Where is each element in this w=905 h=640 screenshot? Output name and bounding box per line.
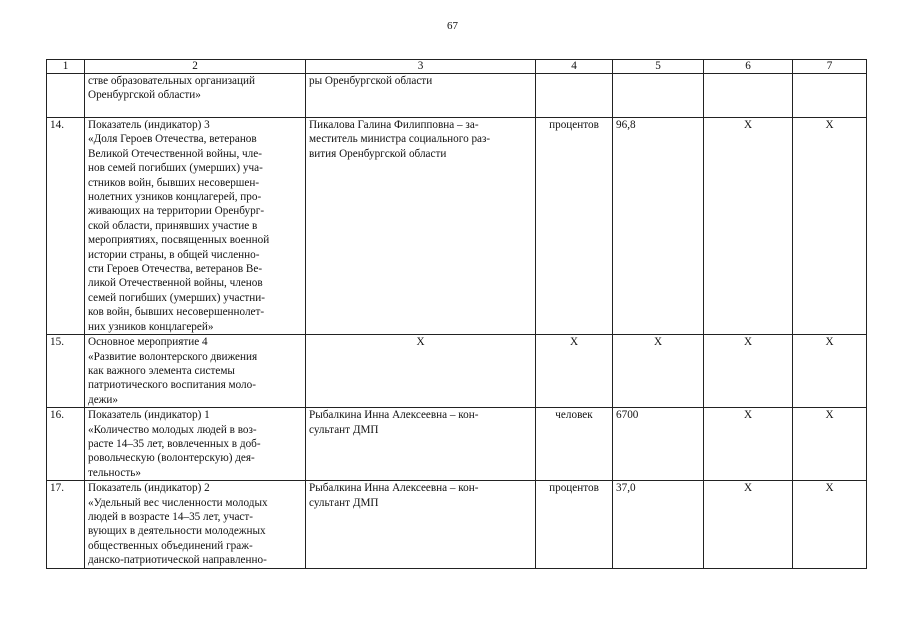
row-number: 16. <box>47 408 85 481</box>
header-col-6: 6 <box>704 60 793 74</box>
indicator-name <box>85 481 306 568</box>
indicator-name-line: ликой Отечественной войны, членов <box>88 277 263 290</box>
unit-cell: X <box>536 335 613 408</box>
responsible-line: Рыбалкина Инна Алексеевна – кон- <box>309 409 479 422</box>
indicator-name-line: патриотического воспитания моло- <box>88 379 256 392</box>
table-row <box>47 118 867 335</box>
table-row <box>47 481 867 568</box>
indicator-name <box>85 408 306 481</box>
indicator-name <box>85 74 306 118</box>
indicator-name-line: Основное мероприятие 4 <box>88 336 208 349</box>
indicator-name-line: вующих в деятельности молодежных <box>88 525 266 538</box>
indicator-name-line: Показатель (индикатор) 3 <box>88 119 210 131</box>
table-row <box>47 74 867 118</box>
indicator-name-line: «Доля Героев Отечества, ветеранов <box>88 133 257 146</box>
responsible-person <box>306 481 536 568</box>
responsible-person <box>306 408 536 481</box>
indicator-name-line: как важного элемента системы <box>88 364 235 377</box>
header-col-2: 2 <box>85 60 306 74</box>
col6-cell: X <box>704 408 793 481</box>
indicator-name-line: Оренбургской области» <box>88 89 201 102</box>
indicator-name-line: истории страны, в общей численно- <box>88 248 260 261</box>
indicator-name-line: них узников концлагерей» <box>88 320 214 333</box>
indicator-name-line: тельность» <box>88 466 141 479</box>
responsible-person <box>306 335 536 408</box>
responsible-line: меститель министра социального раз- <box>309 133 491 146</box>
col6-cell: X <box>704 118 793 335</box>
indicator-name-line: Великой Отечественной войны, чле- <box>88 147 262 160</box>
col6-cell: X <box>704 335 793 408</box>
col7-cell <box>793 74 867 118</box>
page-number: 67 <box>447 20 458 32</box>
col7-cell: X <box>793 335 867 408</box>
unit-cell <box>536 74 613 118</box>
indicator-name-line: Показатель (индикатор) 1 <box>88 409 210 422</box>
responsible-person <box>306 118 536 335</box>
unit-cell: человек <box>536 408 613 481</box>
value-cell: 37,0 <box>613 481 704 568</box>
header-col-3: 3 <box>306 60 536 74</box>
responsible-person <box>306 74 536 118</box>
header-col-1: 1 <box>47 60 85 74</box>
header-col-4: 4 <box>536 60 613 74</box>
indicator-name-line: живающих на территории Оренбург- <box>88 205 265 218</box>
responsible-line: X <box>416 336 425 349</box>
indicator-name-line: общественных объединений граж- <box>88 539 253 552</box>
indicator-name-line: стников войн, бывших несовершен- <box>88 176 260 189</box>
responsible-line: Рыбалкина Инна Алексеевна – кон- <box>309 482 479 495</box>
header-col-7: 7 <box>793 60 867 74</box>
col6-cell <box>704 74 793 118</box>
responsible-line: ры Оренбургской области <box>309 75 433 87</box>
row-number: 17. <box>47 481 85 568</box>
indicator-name-line: сти Героев Отечества, ветеранов Ве- <box>88 263 263 276</box>
row-number: 14. <box>47 118 85 335</box>
table-row <box>47 408 867 481</box>
col6-cell: X <box>704 481 793 568</box>
indicator-name-line: данско-патриотической направленно- <box>88 554 267 567</box>
unit-cell: процентов <box>536 481 613 568</box>
responsible-line: сультант ДМП <box>309 496 379 509</box>
indicator-name-line: мероприятиях, посвященных военной <box>88 234 270 247</box>
indicator-name-line: Показатель (индикатор) 2 <box>88 482 210 495</box>
indicator-name-line: ровольческую (волонтерскую) дея- <box>88 452 255 465</box>
header-col-5: 5 <box>613 60 704 74</box>
table-row <box>47 335 867 408</box>
row-number <box>47 74 85 118</box>
col7-cell: X <box>793 118 867 335</box>
indicator-name-line: нов семей погибших (умерших) уча- <box>88 162 263 175</box>
value-cell <box>613 74 704 118</box>
indicator-name <box>85 335 306 408</box>
value-cell: X <box>613 335 704 408</box>
unit-cell: процентов <box>536 118 613 335</box>
indicator-name-line: «Количество молодых людей в воз- <box>88 423 257 436</box>
responsible-line: Пикалова Галина Филипповна – за- <box>309 119 479 131</box>
indicator-name-line: «Удельный вес численности молодых <box>88 496 268 509</box>
indicator-name <box>85 118 306 335</box>
indicator-name-line: ков войн, бывших несовершеннолет- <box>88 306 265 319</box>
indicator-name-line: стве образовательных организаций <box>88 75 255 87</box>
col7-cell: X <box>793 408 867 481</box>
indicator-name-line: семей погибших (умерших) участни- <box>88 291 266 304</box>
col7-cell: X <box>793 481 867 568</box>
indicator-name-line: людей в возрасте 14–35 лет, участ- <box>88 510 254 523</box>
indicator-name-line: ской области, принявших участие в <box>88 219 258 232</box>
row-number: 15. <box>47 335 85 408</box>
indicator-name-line: «Развитие волонтерского движения <box>88 350 258 363</box>
value-cell: 6700 <box>613 408 704 481</box>
table-header-row <box>47 60 867 74</box>
indicator-table <box>46 59 867 569</box>
indicator-name-line: дежи» <box>88 393 118 406</box>
responsible-line: сультант ДМП <box>309 423 379 436</box>
value-cell: 96,8 <box>613 118 704 335</box>
responsible-line: вития Оренбургской области <box>309 147 447 160</box>
indicator-name-line: нолетних узников концлагерей, про- <box>88 191 262 204</box>
indicator-name-line: расте 14–35 лет, вовлеченных в доб- <box>88 437 261 450</box>
